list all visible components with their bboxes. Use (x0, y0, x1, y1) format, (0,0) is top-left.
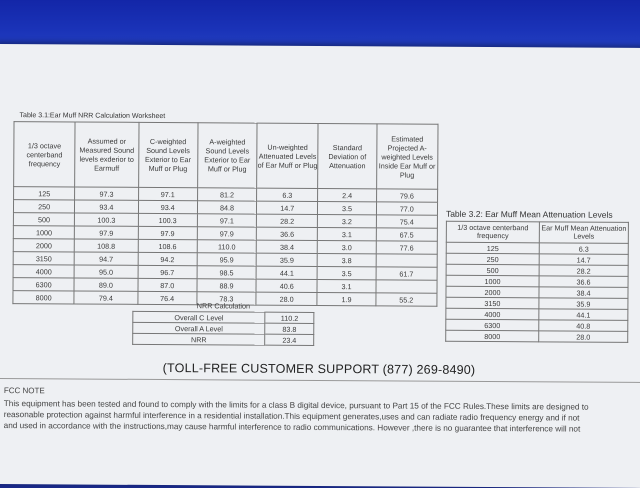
table-cell: 125 (14, 187, 75, 200)
table-cell (376, 254, 437, 267)
table-cell: 75.4 (376, 215, 437, 228)
fcc-line: reasonable protection against harmful interference in a residential installation.This equipment generates,uses and can radiate radio frequency energy and if not (3, 410, 580, 423)
table-cell: 61.7 (376, 267, 437, 280)
table-cell: 98.5 (197, 266, 256, 279)
table-cell: 28.0 (256, 292, 317, 305)
attenuation-body (446, 242, 629, 342)
table-cell: 1000 (446, 275, 539, 287)
table-cell: 3.0 (318, 240, 376, 253)
table-cell: NRR (133, 333, 265, 345)
table-cell: Overall C Level (133, 311, 265, 323)
fcc-note-title: FCC NOTE (3, 386, 45, 396)
table-cell: 250 (13, 200, 74, 213)
table-cell: 6.3 (539, 243, 628, 255)
column-header: Standard Deviation of Attenuation (318, 123, 377, 188)
manual-page (0, 44, 640, 488)
worksheet-body (13, 187, 438, 307)
table-cell: 6300 (13, 278, 74, 291)
table-cell: 67.5 (376, 228, 437, 241)
divider (0, 378, 640, 383)
table-cell (376, 280, 437, 293)
table-cell: 500 (13, 213, 74, 226)
table-cell: 36.6 (539, 276, 628, 288)
table-header-row (14, 122, 438, 190)
column-header: Ear Muff Mean Attenuation Levels (539, 222, 628, 244)
table-cell: 84.8 (197, 201, 256, 214)
fcc-note-body (4, 398, 640, 435)
table-cell: 108.6 (138, 239, 197, 252)
column-header: C-weighted Sound Levels Exterior to Ear Muff or Plug (138, 122, 198, 187)
table-cell: 3.2 (318, 214, 376, 227)
table-cell: 14.7 (257, 201, 318, 214)
table-cell: Overall A Level (133, 322, 265, 334)
table-cell: 3.8 (318, 253, 376, 266)
column-header: 1/3 octave centerband frequency (14, 122, 76, 187)
table-cell: 100.3 (75, 213, 138, 226)
column-header: Assumed or Measured Sound levels exderior to Earmuff (75, 122, 139, 187)
nrr-caption: NRR Calculation (196, 300, 250, 311)
table-cell: 97.9 (197, 227, 256, 240)
table-cell: 77.0 (376, 202, 437, 215)
table-cell: 78.3 (197, 292, 256, 305)
table-cell: 35.9 (539, 298, 628, 310)
table-cell: 77.6 (376, 241, 437, 254)
table-cell: 4000 (446, 308, 539, 320)
table-cell: 125 (446, 242, 539, 254)
table-cell: 97.9 (138, 226, 197, 239)
table-cell: 3.1 (317, 279, 375, 292)
table-cell: 88.9 (197, 279, 256, 292)
table-cell: 6300 (446, 319, 539, 331)
table-cell: 97.3 (75, 187, 138, 200)
table-cell: 2000 (446, 286, 539, 298)
table-cell: 100.3 (138, 213, 197, 226)
column-header: Estimated Projected A-weighted Levels Inside Ear Muff or Plug (376, 124, 438, 189)
table-cell: 1000 (13, 226, 74, 239)
table-cell: 28.2 (539, 265, 628, 277)
table-cell: 28.0 (539, 331, 628, 343)
table-row (133, 333, 314, 345)
table-cell: 108.8 (75, 239, 138, 252)
column-header: Un-weighted Attenuated Levels of Ear Muff or Plug (257, 123, 319, 188)
table-cell: 3.5 (318, 201, 376, 214)
table-cell: 36.6 (256, 227, 317, 240)
table-cell: 1.9 (317, 292, 375, 305)
table-cell: 40.8 (539, 320, 628, 332)
column-header: 1/3 octave centerband frequency (446, 221, 539, 243)
customer-support-line: (TOLL-FREE CUSTOMER SUPPORT (877) 269-8490) (162, 361, 476, 377)
table-cell: 2.4 (318, 188, 376, 201)
table-cell: 8000 (446, 330, 539, 342)
table-cell: 35.9 (256, 253, 317, 266)
nrr-body (133, 311, 314, 345)
table-cell: 23.4 (265, 334, 314, 345)
table-row (446, 330, 628, 342)
table-cell: 2000 (13, 239, 74, 252)
table-cell: 93.4 (138, 200, 197, 213)
table-3-2-caption: Table 3.2: Ear Muff Mean Attenuation Levels (445, 208, 613, 220)
table-cell: 110.2 (265, 312, 314, 323)
table-cell: 97.1 (197, 214, 256, 227)
table-cell: 38.4 (256, 240, 317, 253)
fcc-line: and used in accordance with the instructions,may cause harmful interference to radio communications. However ,there is no guarantee that interference will not (3, 421, 581, 434)
table-cell: 250 (446, 253, 539, 265)
table-cell: 3150 (13, 252, 74, 265)
fcc-line: This equipment has been tested and found to comply with the limits for a class B digital device, pursuant to Part 15 of the FCC Rules.These limits are designed to (3, 399, 589, 412)
table-cell: 3150 (446, 297, 539, 309)
table-cell: 89.0 (74, 278, 137, 291)
table-3-1-caption: Table 3.1:Ear Muff NRR Calculation Worksheet (19, 112, 166, 121)
table-cell: 83.8 (265, 323, 314, 334)
table-cell: 55.2 (376, 293, 437, 306)
table-cell: 110.0 (197, 240, 256, 253)
table-cell: 28.2 (256, 214, 317, 227)
table-cell: 93.4 (75, 200, 138, 213)
column-header: A-weighted Sound Levels Exterior to Ear Muff or Plug (197, 123, 257, 188)
table-cell: 44.1 (539, 309, 628, 321)
blue-background (0, 0, 640, 50)
table-cell: 500 (446, 264, 539, 276)
nrr-worksheet-table (12, 121, 438, 307)
table-cell: 94.2 (138, 252, 197, 265)
table-cell: 87.0 (138, 278, 197, 291)
table-cell: 3.1 (318, 227, 376, 240)
table-header-row (446, 221, 628, 243)
table-cell: 97.1 (138, 187, 197, 200)
table-cell: 94.7 (74, 252, 137, 265)
table-cell: 96.7 (138, 265, 197, 278)
table-cell: 8000 (13, 291, 74, 304)
table-cell: 81.2 (197, 188, 256, 201)
table-cell: 95.0 (74, 265, 137, 278)
table-cell: 38.4 (539, 287, 628, 299)
table-cell: 6.3 (257, 188, 318, 201)
nrr-calculation-table (132, 299, 314, 346)
table-cell: 4000 (13, 265, 74, 278)
table-cell: 79.4 (74, 291, 137, 304)
table-cell: 97.9 (75, 226, 138, 239)
table-cell: 14.7 (539, 254, 628, 266)
mean-attenuation-table (445, 221, 629, 343)
table-cell: 40.6 (256, 279, 317, 292)
table-cell: 76.4 (137, 291, 196, 304)
table-cell: 44.1 (256, 266, 317, 279)
table-cell: 3.5 (317, 266, 375, 279)
table-cell: 79.6 (376, 189, 437, 202)
table-cell: 95.9 (197, 253, 256, 266)
